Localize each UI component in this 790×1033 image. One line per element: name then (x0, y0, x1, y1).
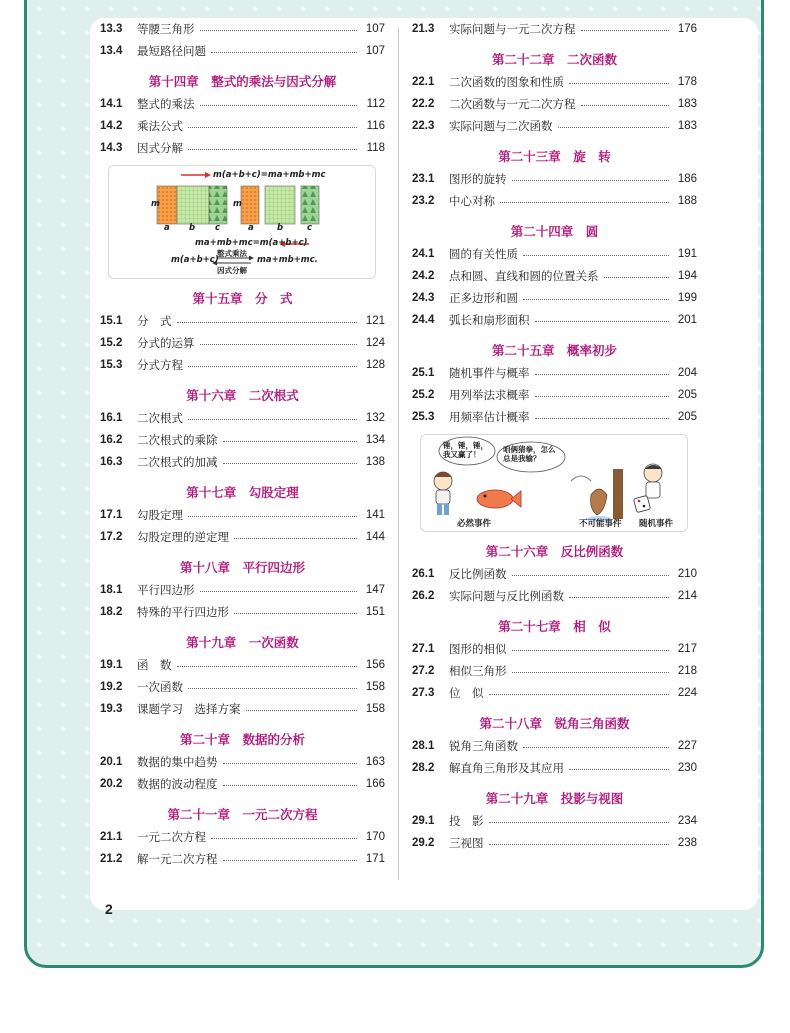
toc-entry[interactable] (412, 362, 697, 384)
section-title: 圆的有关性质 (449, 247, 518, 261)
dice-icon (633, 495, 650, 512)
section-title: 弧长和扇形面积 (449, 313, 530, 327)
section-title: 因式分解 (137, 141, 183, 155)
section-title: 函 数 (137, 658, 172, 672)
page-ref: 205 (677, 389, 697, 401)
section-number: 25.3 (412, 411, 435, 423)
toc-entry[interactable] (100, 429, 385, 451)
toc-right-column (412, 18, 697, 854)
section-title: 正多边形和圆 (449, 291, 518, 305)
toc-entry[interactable] (100, 526, 385, 548)
page-ref: 178 (677, 76, 697, 88)
page-ref: 210 (677, 568, 697, 580)
toc-entry[interactable] (100, 115, 385, 137)
toc-entry[interactable] (412, 168, 697, 190)
toc-entry[interactable] (100, 137, 385, 159)
section-title: 投 影 (449, 814, 484, 828)
section-title: 三视图 (449, 836, 484, 850)
section-title: 分 式 (137, 314, 172, 328)
top-formula: m(a+b+c)=ma+mb+mc (213, 170, 326, 180)
toc-entry[interactable] (412, 585, 697, 607)
page-ref: 163 (365, 756, 385, 768)
page-ref: 234 (677, 815, 697, 827)
rect-c (209, 186, 227, 224)
a-label: a (248, 223, 254, 233)
section-title: 二次根式的乘除 (137, 433, 218, 447)
section-number: 24.3 (412, 292, 435, 304)
chapter-heading[interactable]: 第二十二章 二次函数 (491, 52, 617, 67)
section-number: 16.3 (100, 456, 123, 468)
leader-dots (535, 321, 670, 322)
section-number: 18.2 (100, 606, 123, 618)
toc-entry[interactable] (100, 654, 385, 676)
toc-entry[interactable] (412, 638, 697, 660)
leader-dots (535, 418, 670, 419)
toc-entry[interactable] (412, 243, 697, 265)
factorization-diagram (109, 166, 375, 278)
toc-entry[interactable] (412, 18, 697, 40)
arrow-head (249, 256, 254, 261)
section-title: 实际问题与反比例函数 (449, 589, 564, 603)
section-number: 29.2 (412, 837, 435, 849)
toc-entry[interactable] (100, 751, 385, 773)
page-ref: 224 (677, 687, 697, 699)
section-number: 15.1 (100, 315, 123, 327)
rect-b-split (265, 186, 295, 224)
section-number: 28.2 (412, 762, 435, 774)
leader-dots (177, 322, 358, 323)
rect-b (177, 186, 209, 224)
factoring-label: 因式分解 (217, 266, 247, 275)
fish-body (477, 490, 513, 508)
leader-dots (223, 785, 358, 786)
section-number: 16.2 (100, 434, 123, 446)
toc-entry[interactable] (100, 332, 385, 354)
section-number: 17.1 (100, 509, 123, 521)
toc-entry[interactable] (412, 682, 697, 704)
section-title: 勾股定理 (137, 508, 183, 522)
section-number: 26.2 (412, 590, 435, 602)
section-number: 27.3 (412, 687, 435, 699)
caption-impossible: 不可能事件 (579, 519, 622, 529)
page-ref: 171 (365, 853, 385, 865)
boy-leg (444, 504, 449, 515)
toc-entry[interactable] (412, 115, 697, 137)
section-number: 15.3 (100, 359, 123, 371)
section-number: 26.1 (412, 568, 435, 580)
toc-entry[interactable] (100, 676, 385, 698)
page-ref: 121 (365, 315, 385, 327)
section-number: 24.2 (412, 270, 435, 282)
toc-entry[interactable] (412, 660, 697, 682)
section-number: 19.1 (100, 659, 123, 671)
chapter-heading[interactable]: 第二十九章 投影与视图 (485, 791, 624, 806)
caption-certain: 必然事件 (457, 519, 492, 529)
toc-entry[interactable] (412, 287, 697, 309)
chapter-heading[interactable]: 第二十七章 相 似 (498, 619, 611, 634)
section-number: 28.1 (412, 740, 435, 752)
left-expression: m(a+b+c) (171, 255, 219, 265)
section-title: 二次根式 (137, 411, 183, 425)
leader-dots (188, 516, 357, 517)
section-number: 22.1 (412, 76, 435, 88)
page-ref: 199 (677, 292, 697, 304)
section-title: 一元二次方程 (137, 830, 206, 844)
chapter-heading[interactable]: 第十六章 二次根式 (186, 388, 299, 403)
toc-entry[interactable] (412, 265, 697, 287)
page-ref: 186 (677, 173, 697, 185)
section-title: 图形的旋转 (449, 172, 507, 186)
leader-dots (234, 613, 357, 614)
page-ref: 218 (677, 665, 697, 677)
section-title: 实际问题与二次函数 (449, 119, 553, 133)
leader-dots (523, 255, 669, 256)
leader-dots (523, 299, 669, 300)
monkey-icon (591, 489, 607, 515)
section-title: 分式的运算 (137, 336, 195, 350)
chapter-heading[interactable]: 第二十八章 锐角三角函数 (479, 716, 630, 731)
chapter-heading[interactable]: 第二十五章 概率初步 (491, 343, 617, 358)
leader-dots (200, 30, 358, 31)
leader-dots (535, 396, 670, 397)
toc-entry[interactable] (100, 310, 385, 332)
rect-a (157, 186, 177, 224)
leader-dots (512, 575, 670, 576)
factorization-figure (108, 165, 376, 279)
section-number: 21.2 (100, 853, 123, 865)
section-title: 反比例函数 (449, 567, 507, 581)
toc-entry[interactable] (100, 93, 385, 115)
page-ref: 124 (365, 337, 385, 349)
c-label: c (307, 223, 313, 233)
leader-dots (200, 105, 358, 106)
fish-eye (484, 495, 487, 498)
right-expression: ma+mb+mc. (257, 255, 318, 265)
page-ref: 230 (677, 762, 697, 774)
toc-entry[interactable] (100, 848, 385, 870)
page-ref: 194 (677, 270, 697, 282)
toc-entry[interactable] (100, 504, 385, 526)
section-title: 锐角三角函数 (449, 739, 518, 753)
bottom-formula: ma+mb+mc=m(a+b+c) (195, 238, 308, 248)
page-ref: 132 (365, 412, 385, 424)
chapter-heading[interactable]: 第十五章 分 式 (192, 291, 293, 306)
page-ref: 227 (677, 740, 697, 752)
section-title: 随机事件与概率 (449, 366, 530, 380)
section-number: 27.2 (412, 665, 435, 677)
page-ref: 170 (365, 831, 385, 843)
toc-entry[interactable] (100, 451, 385, 473)
leader-dots (200, 344, 358, 345)
leader-dots (569, 83, 669, 84)
toc-entry[interactable] (412, 71, 697, 93)
toc-entry[interactable] (412, 406, 697, 428)
leader-dots (246, 710, 358, 711)
page-number: 2 (105, 901, 113, 917)
section-title: 二次函数与一元二次方程 (449, 97, 576, 111)
leader-dots (223, 441, 358, 442)
section-title: 勾股定理的逆定理 (137, 530, 229, 544)
chapter-heading[interactable]: 第二十四章 圆 (510, 224, 599, 239)
page-ref: 191 (677, 248, 697, 260)
page-ref: 166 (365, 778, 385, 790)
section-number: 19.3 (100, 703, 123, 715)
section-number: 18.1 (100, 584, 123, 596)
section-title: 图形的相似 (449, 642, 507, 656)
section-number: 21.3 (412, 23, 435, 35)
page-ref: 205 (677, 411, 697, 423)
rect-c-split (301, 186, 319, 224)
toc-entry[interactable] (412, 832, 697, 854)
chapter-heading[interactable]: 第二十章 数据的分析 (179, 732, 305, 747)
page-ref: 151 (365, 606, 385, 618)
leader-dots (512, 650, 670, 651)
page-ref: 158 (365, 681, 385, 693)
section-title: 解直角三角形及其应用 (449, 761, 564, 775)
toc-entry[interactable] (100, 354, 385, 376)
rect-a-split (241, 186, 259, 224)
b-label: b (189, 223, 196, 233)
page-ref: 201 (677, 314, 697, 326)
section-number: 14.3 (100, 142, 123, 154)
multiplication-label: 整式乘法 (217, 249, 247, 258)
moon-icon (571, 476, 591, 481)
chapter-heading[interactable]: 第十八章 平行四边形 (179, 560, 305, 575)
section-title: 用列举法求概率 (449, 388, 530, 402)
section-title: 平行四边形 (137, 583, 195, 597)
leader-dots (188, 127, 357, 128)
leader-dots (177, 666, 358, 667)
b-label: b (277, 223, 284, 233)
leader-dots (188, 149, 357, 150)
chapter-heading[interactable]: 第十九章 一次函数 (186, 635, 299, 650)
toc-entry[interactable] (100, 826, 385, 848)
toc-entry[interactable] (100, 18, 385, 40)
leader-dots (500, 202, 669, 203)
section-number: 23.2 (412, 195, 435, 207)
leader-dots (523, 747, 669, 748)
page-ref: 134 (365, 434, 385, 446)
page-ref: 214 (677, 590, 697, 602)
leader-dots (489, 694, 670, 695)
section-number: 23.1 (412, 173, 435, 185)
section-title: 整式的乘法 (137, 97, 195, 111)
a-label: a (164, 223, 170, 233)
m-label: m (233, 199, 242, 209)
toc-entry[interactable] (412, 735, 697, 757)
section-number: 17.2 (100, 531, 123, 543)
toc-entry[interactable] (100, 579, 385, 601)
page-ref: 217 (677, 643, 697, 655)
section-title: 数据的波动程度 (137, 777, 218, 791)
chapter-heading[interactable]: 第十七章 勾股定理 (186, 485, 299, 500)
page-ref: 238 (677, 837, 697, 849)
toc-entry[interactable] (100, 773, 385, 795)
bubble-text-left: 锤，锤，锤，我又赢了！ (443, 441, 488, 459)
leader-dots (569, 597, 669, 598)
page-ref: 141 (365, 509, 385, 521)
toc-entry[interactable] (412, 384, 697, 406)
toc-entry[interactable] (412, 810, 697, 832)
page-ref: 176 (677, 23, 697, 35)
section-number: 13.4 (100, 45, 123, 57)
section-title: 解一元二次方程 (137, 852, 218, 866)
section-number: 24.1 (412, 248, 435, 260)
toc-entry[interactable] (100, 601, 385, 623)
leader-dots (581, 30, 670, 31)
chapter-heading[interactable]: 第二十一章 一元二次方程 (167, 807, 318, 822)
section-title: 乘法公式 (137, 119, 183, 133)
leader-dots (558, 127, 670, 128)
section-number: 25.2 (412, 389, 435, 401)
section-title: 中心对称 (449, 194, 495, 208)
chapter-heading[interactable]: 第二十三章 旋 转 (498, 149, 611, 164)
page-ref: 118 (366, 142, 385, 154)
section-title: 课题学习 选择方案 (137, 702, 241, 716)
arrow-head (205, 172, 211, 178)
section-number: 13.3 (100, 23, 123, 35)
section-number: 14.2 (100, 120, 123, 132)
section-title: 特殊的平行四边形 (137, 605, 229, 619)
probability-figure (420, 434, 688, 532)
dice-pip (643, 505, 646, 508)
section-number: 14.1 (100, 98, 123, 110)
section-number: 20.1 (100, 756, 123, 768)
leader-dots (200, 591, 358, 592)
section-title: 数据的集中趋势 (137, 755, 218, 769)
leader-dots (512, 180, 670, 181)
tree-trunk (613, 469, 623, 519)
c-label: c (215, 223, 221, 233)
leader-dots (489, 844, 670, 845)
toc-left-column (100, 18, 385, 870)
section-title: 实际问题与一元二次方程 (449, 22, 576, 36)
toc-entry[interactable] (412, 563, 697, 585)
section-title: 等腰三角形 (137, 22, 195, 36)
page-ref: 158 (365, 703, 385, 715)
section-number: 20.2 (100, 778, 123, 790)
leader-dots (512, 672, 670, 673)
page-ref: 107 (365, 23, 385, 35)
bubble-text-mid: 咱俩猜拳，怎么总是我输？ (503, 445, 556, 463)
section-number: 21.1 (100, 831, 123, 843)
toc-entry[interactable] (412, 309, 697, 331)
page-ref: 188 (677, 195, 697, 207)
page-ref: 107 (365, 45, 385, 57)
dice-pip (638, 500, 641, 503)
toc-entry[interactable] (412, 757, 697, 779)
page-ref: 156 (365, 659, 385, 671)
leader-dots (223, 463, 358, 464)
page-ref: 112 (366, 98, 385, 110)
section-title: 二次函数的图象和性质 (449, 75, 564, 89)
section-number: 22.2 (412, 98, 435, 110)
leader-dots (211, 52, 357, 53)
m-label: m (151, 199, 160, 209)
page-ref: 144 (365, 531, 385, 543)
leader-dots (581, 105, 670, 106)
leader-dots (489, 822, 670, 823)
leader-dots (223, 860, 358, 861)
section-number: 25.1 (412, 367, 435, 379)
caption-random: 随机事件 (639, 519, 674, 529)
toc-entry[interactable] (100, 40, 385, 62)
leader-dots (569, 769, 669, 770)
page-ref: 138 (365, 456, 385, 468)
section-title: 二次根式的加减 (137, 455, 218, 469)
section-number: 29.1 (412, 815, 435, 827)
section-title: 相似三角形 (449, 664, 507, 678)
leader-dots (234, 538, 357, 539)
section-title: 分式方程 (137, 358, 183, 372)
section-title: 点和圆、直线和圆的位置关系 (449, 269, 599, 283)
chapter-heading[interactable]: 第二十六章 反比例函数 (485, 544, 624, 559)
leader-dots (604, 277, 670, 278)
page-ref: 147 (365, 584, 385, 596)
section-number: 19.2 (100, 681, 123, 693)
section-title: 一次函数 (137, 680, 183, 694)
section-title: 位 似 (449, 686, 484, 700)
page-ref: 183 (677, 120, 697, 132)
toc-entry[interactable] (412, 190, 697, 212)
boy-leg (437, 504, 442, 515)
leader-dots (188, 688, 357, 689)
toc-entry[interactable] (412, 93, 697, 115)
fish-tail (511, 491, 521, 507)
boy-shirt (436, 490, 450, 504)
section-number: 22.3 (412, 120, 435, 132)
page-ref: 116 (366, 120, 385, 132)
child-shirt (646, 482, 660, 498)
section-number: 15.2 (100, 337, 123, 349)
chapter-heading[interactable]: 第十四章 整式的乘法与因式分解 (148, 74, 337, 89)
page-ref: 204 (677, 367, 697, 379)
toc-entry[interactable] (100, 698, 385, 720)
leader-dots (223, 763, 358, 764)
section-number: 16.1 (100, 412, 123, 424)
page-ref: 183 (677, 98, 697, 110)
section-title: 用频率估计概率 (449, 410, 530, 424)
section-title: 最短路径问题 (137, 44, 206, 58)
leader-dots (535, 374, 670, 375)
section-number: 24.4 (412, 314, 435, 326)
column-divider (398, 28, 399, 880)
page-ref: 128 (365, 359, 385, 371)
section-number: 27.1 (412, 643, 435, 655)
leader-dots (188, 419, 357, 420)
leader-dots (211, 838, 357, 839)
leader-dots (188, 366, 357, 367)
toc-entry[interactable] (100, 407, 385, 429)
